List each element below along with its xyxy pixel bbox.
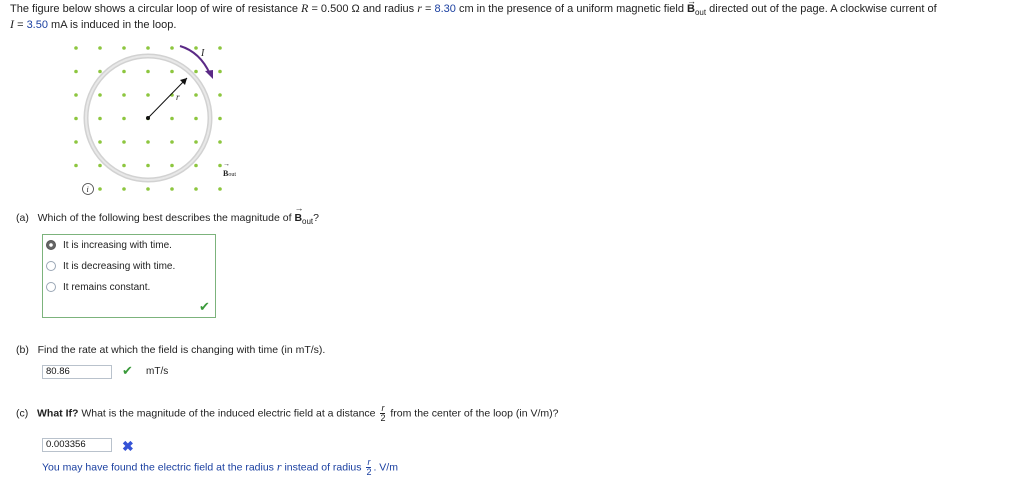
radius-label: r <box>176 92 180 102</box>
current-label: I <box>201 48 205 59</box>
field-dot <box>98 140 102 144</box>
fraction-r-over-2: $\frac{r}{2}$ <box>380 403 386 423</box>
field-dot <box>146 70 150 74</box>
field-dot <box>194 93 198 97</box>
field-dot <box>170 46 174 50</box>
field-dot <box>146 164 150 168</box>
field-dot <box>122 117 126 121</box>
field-dot <box>218 187 222 191</box>
part-c-question: (c) What If? What is the magnitude of the induced electric field at a distance $\frac{r}{2}$ from the center of the loop (in V/m)? <box>16 403 559 423</box>
field-dot <box>98 93 102 97</box>
field-dot <box>194 117 198 121</box>
field-dot <box>146 140 150 144</box>
info-icon-glyph: i <box>86 185 89 194</box>
part-b-unit: mT/s <box>146 366 169 377</box>
radius-line <box>148 78 187 118</box>
problem-statement: The figure below shows a circular loop of wire of resistance R = 0.500 Ω and radius r = 8.30 cm in the presence of a uniform magnetic field → $B_{out}$ directed out of the page. A clockwise current of I = 3.50 mA is induced in the loop. <box>10 1 1015 32</box>
field-dot <box>218 46 222 50</box>
part-c-answer-input[interactable]: 0.003356 <box>42 438 112 452</box>
field-vector-arrow: → <box>223 161 230 168</box>
field-dot <box>98 70 102 74</box>
field-dot <box>218 140 222 144</box>
field-dot <box>170 164 174 168</box>
part-c-feedback: You may have found the electric field at the radius r instead of radius $\frac{r}{2}$ . V/m <box>42 457 398 477</box>
cross-icon: ✖ <box>122 438 134 454</box>
field-dot <box>74 140 78 144</box>
field-dot <box>122 46 126 50</box>
field-dot <box>194 70 198 74</box>
field-dot <box>98 117 102 121</box>
field-dot <box>194 187 198 191</box>
current-arrowhead <box>205 70 213 79</box>
option-increasing[interactable]: It is increasing with time. <box>46 238 172 252</box>
field-label: Bout <box>223 169 237 178</box>
field-dot <box>170 117 174 121</box>
field-dot <box>122 70 126 74</box>
field-dot <box>122 164 126 168</box>
current-value: 3.50 <box>26 19 48 31</box>
loop-center <box>146 116 150 120</box>
field-dot <box>98 164 102 168</box>
field-dot <box>170 140 174 144</box>
field-dot <box>122 187 126 191</box>
field-dot <box>218 93 222 97</box>
part-b-question: (b) Find the rate at which the field is changing with time (in mT/s). <box>16 344 326 356</box>
option-decreasing[interactable]: It is decreasing with time. <box>46 259 175 273</box>
part-a-answer-box <box>42 234 216 318</box>
radio-button[interactable] <box>46 261 56 271</box>
field-dot <box>194 46 198 50</box>
field-dot <box>194 164 198 168</box>
field-dot <box>74 46 78 50</box>
fraction-r-over-2: $\frac{r}{2}$ <box>366 457 372 477</box>
field-dot <box>74 164 78 168</box>
field-dot <box>218 70 222 74</box>
field-dot <box>146 187 150 191</box>
field-dot <box>170 187 174 191</box>
radius-value: 8.30 <box>434 3 456 15</box>
field-dot <box>74 93 78 97</box>
field-dot <box>74 70 78 74</box>
checkmark-icon: ✔ <box>122 363 133 378</box>
field-dot <box>194 140 198 144</box>
field-dot <box>218 164 222 168</box>
loop-figure <box>66 38 256 198</box>
field-dot <box>146 46 150 50</box>
part-b-answer-input[interactable]: 80.86 <box>42 365 112 379</box>
field-dot <box>98 46 102 50</box>
field-dot <box>122 140 126 144</box>
radio-button[interactable] <box>46 240 56 250</box>
checkmark-icon: ✔ <box>199 299 210 314</box>
radio-button[interactable] <box>46 282 56 292</box>
field-dot <box>122 93 126 97</box>
field-dot <box>170 70 174 74</box>
option-constant[interactable]: It remains constant. <box>46 280 150 294</box>
part-a-question: (a) Which of the following best describes the magnitude of → $B_{out}$? <box>16 212 319 224</box>
field-dot <box>98 187 102 191</box>
field-dot <box>74 117 78 121</box>
field-dot <box>146 93 150 97</box>
field-dot <box>218 117 222 121</box>
